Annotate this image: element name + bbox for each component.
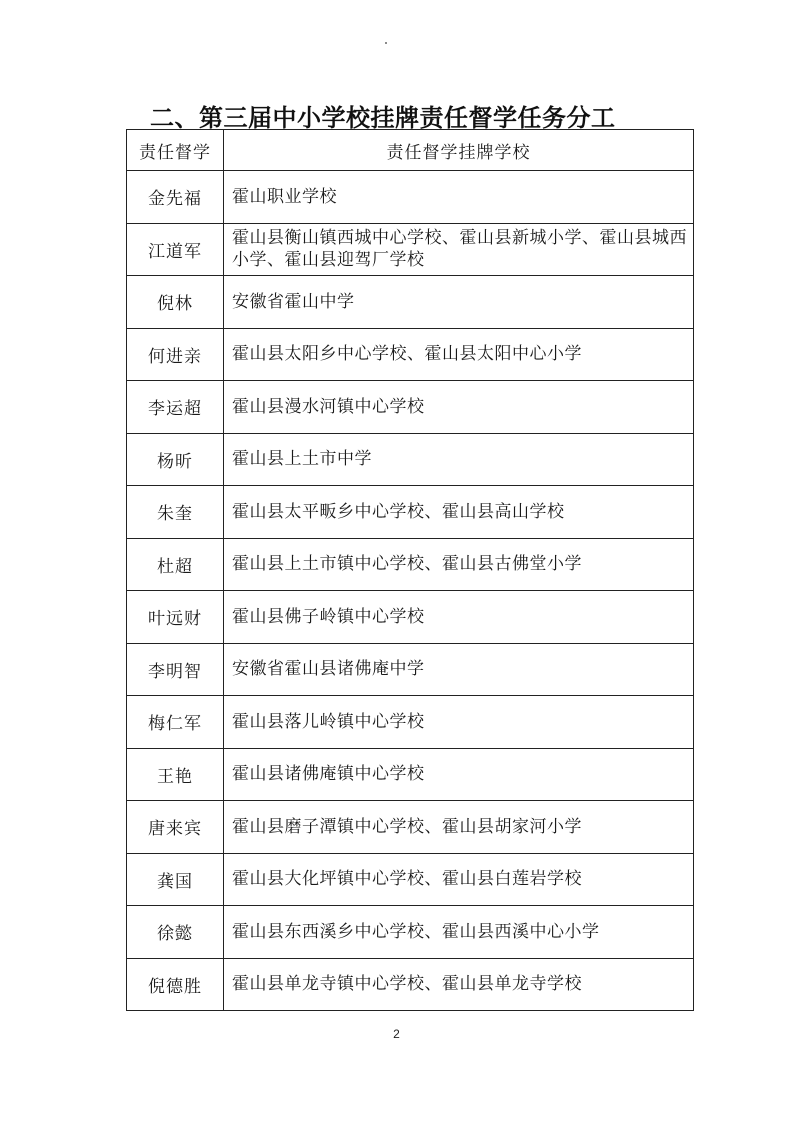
assigned-schools: 霍山县太阳乡中心学校、霍山县太阳中心小学 — [224, 328, 694, 381]
table-body — [127, 171, 694, 1011]
assigned-schools: 安徽省霍山中学 — [224, 276, 694, 329]
table-row — [127, 696, 694, 749]
inspector-name: 杜超 — [127, 538, 224, 591]
assigned-schools: 霍山县上土市镇中心学校、霍山县古佛堂小学 — [224, 538, 694, 591]
inspector-name: 徐懿 — [127, 906, 224, 959]
inspector-name: 李明智 — [127, 643, 224, 696]
inspector-name: 王艳 — [127, 748, 224, 801]
inspector-name: 倪德胜 — [127, 958, 224, 1011]
inspector-name: 梅仁军 — [127, 696, 224, 749]
inspector-name: 龚国 — [127, 853, 224, 906]
table-row — [127, 276, 694, 329]
page-title: 二、第三届中小学校挂牌责任督学任务分工 — [150, 104, 616, 132]
table-row — [127, 486, 694, 539]
table-row — [127, 906, 694, 959]
assigned-schools: 霍山县落儿岭镇中心学校 — [224, 696, 694, 749]
inspector-name: 唐来宾 — [127, 801, 224, 854]
assigned-schools: 霍山县上土市中学 — [224, 433, 694, 486]
table-row — [127, 591, 694, 644]
table-row — [127, 853, 694, 906]
table-row — [127, 801, 694, 854]
table-row — [127, 538, 694, 591]
table-row — [127, 958, 694, 1011]
assigned-schools: 霍山县诸佛庵镇中心学校 — [224, 748, 694, 801]
inspector-name: 李运超 — [127, 381, 224, 434]
table-row — [127, 223, 694, 276]
assigned-schools: 霍山县磨子潭镇中心学校、霍山县胡家河小学 — [224, 801, 694, 854]
scan-speck — [385, 42, 387, 44]
header-inspector: 责任督学 — [127, 130, 224, 171]
table-row — [127, 381, 694, 434]
assigned-schools: 安徽省霍山县诸佛庵中学 — [224, 643, 694, 696]
assigned-schools: 霍山县太平畈乡中心学校、霍山县高山学校 — [224, 486, 694, 539]
table-row — [127, 643, 694, 696]
assigned-schools: 霍山县单龙寺镇中心学校、霍山县单龙寺学校 — [224, 958, 694, 1011]
inspector-name: 杨昕 — [127, 433, 224, 486]
assigned-schools: 霍山职业学校 — [224, 171, 694, 224]
assigned-schools: 霍山县大化坪镇中心学校、霍山县白莲岩学校 — [224, 853, 694, 906]
header-schools: 责任督学挂牌学校 — [224, 130, 694, 171]
table-row — [127, 748, 694, 801]
inspector-name: 江道军 — [127, 223, 224, 276]
table-header-row — [127, 130, 694, 171]
inspector-name: 何进亲 — [127, 328, 224, 381]
inspector-name: 倪林 — [127, 276, 224, 329]
assigned-schools: 霍山县佛子岭镇中心学校 — [224, 591, 694, 644]
table-row — [127, 433, 694, 486]
assigned-schools: 霍山县东西溪乡中心学校、霍山县西溪中心小学 — [224, 906, 694, 959]
inspector-name: 叶远财 — [127, 591, 224, 644]
assigned-schools: 霍山县衡山镇西城中心学校、霍山县新城小学、霍山县城西小学、霍山县迎驾厂学校 — [224, 223, 694, 276]
page-number: 2 — [393, 1027, 400, 1041]
inspector-name: 朱奎 — [127, 486, 224, 539]
table-row — [127, 328, 694, 381]
table-row — [127, 171, 694, 224]
assigned-schools: 霍山县漫水河镇中心学校 — [224, 381, 694, 434]
assignment-table — [126, 129, 694, 1011]
inspector-name: 金先福 — [127, 171, 224, 224]
